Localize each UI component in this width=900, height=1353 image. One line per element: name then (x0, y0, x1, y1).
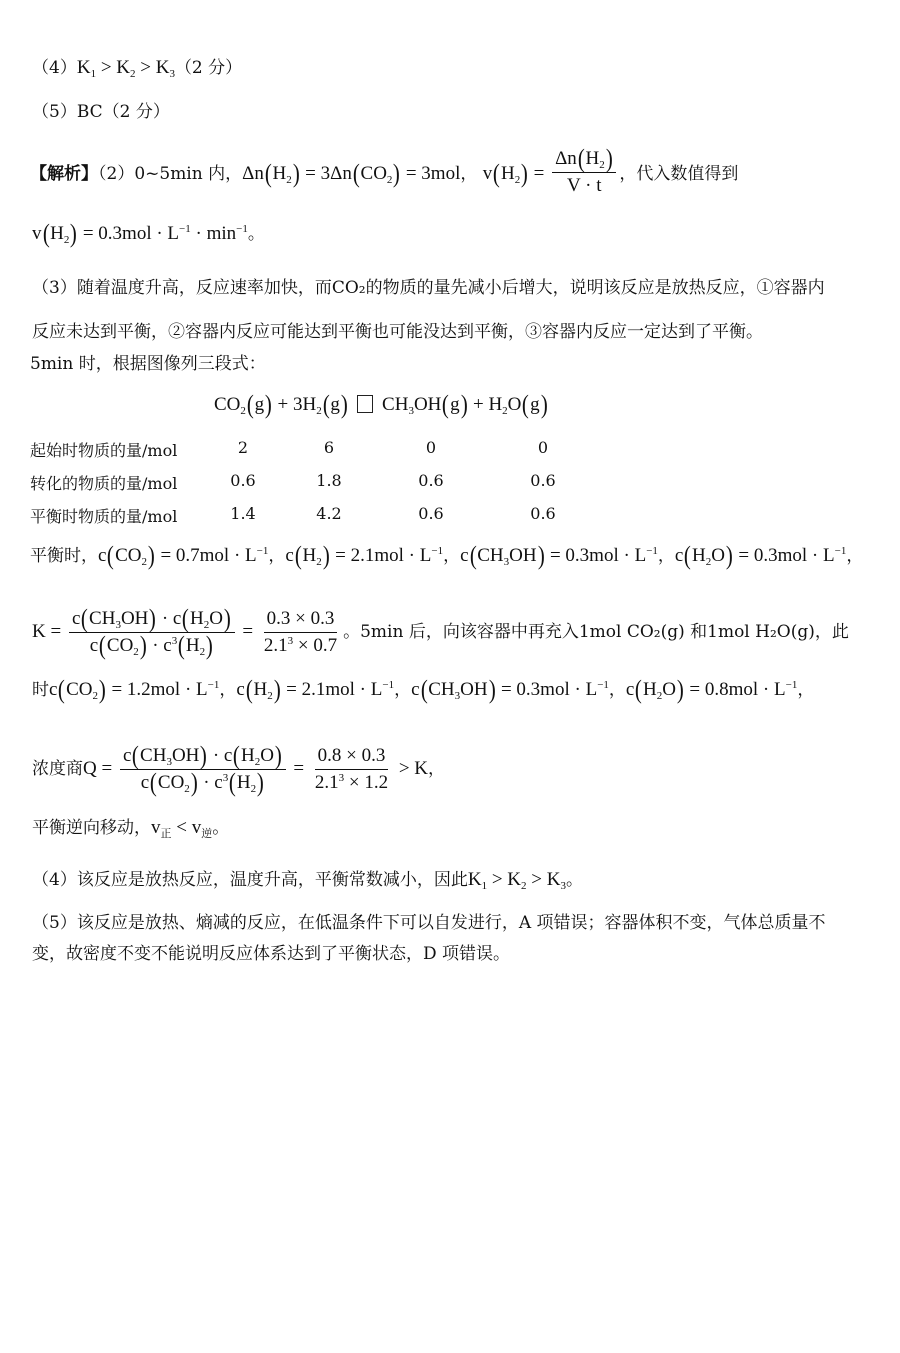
analysis-delta-n-formula: $\Delta n(H_2) = 3\Delta n(CO_2) = 3mol$ (242, 158, 461, 188)
reaction-quotient-prefix: 浓度商 (32, 758, 83, 779)
table-cell: 1.4 (230, 504, 256, 523)
k-formula: K = $\frac{c(CH_3OH) \cdot c(H_2O)}{c(CO_2) \cdot c^3(H_2)}$ = $\frac{0.3 \times 0.3}{2.1^3 \times 0.7}$ (32, 604, 338, 660)
analysis-part-5-line-1: （5）该反应是放热、熵减的反应，在低温条件下可以自发进行，A 项错误；容器体积不变，气体总质量不 (32, 913, 826, 933)
analysis-part-4-text: （4）该反应是放热反应，温度升高，平衡常数减小，因此 (32, 870, 468, 890)
table-row-label: 平衡时物质的量/mol (30, 507, 178, 526)
equilibrium-constant (32, 604, 849, 660)
rate-comparison: $v_正 < v_逆$ (151, 817, 213, 840)
table-cell: 0 (425, 438, 437, 457)
table-cell: 6 (323, 438, 335, 457)
analysis-part-2: 【解析】（2）0~5min 内，$\Delta n(H_2) = 3\Delta n(CO_2) = 3mol$， $v(H_2)$ = $\frac{\Delta n(H_2)}{V \cdot t}$ ，代入数值得到 (30, 144, 739, 196)
analysis-tag: 【解析】 (30, 163, 98, 184)
table-cell: 2 (237, 438, 249, 457)
answer-4-formula: $K_1 > K_2 > K_3$ (76, 57, 175, 80)
table-cell: 4.2 (316, 504, 342, 523)
answer-4-number: （4） (32, 58, 77, 78)
new-concentrations-formula: $c(CO_2) = 1.2mol \cdot L^{-1}$ (49, 675, 220, 704)
table-cell: 0.6 (418, 504, 444, 523)
equilibrium-concentrations-formula: $c(CO_2) = 0.7mol \cdot L^{-1}$ (98, 541, 269, 570)
answer-4-points: （2 分） (174, 58, 243, 78)
analysis-part-3-line-2: 反应未达到平衡，②容器内反应可能达到平衡也可能没达到平衡，③容器内反应一定达到了平衡。 (32, 322, 763, 342)
analysis-part-3-line-3: 5min 时，根据图像列三段式： (30, 354, 266, 374)
equilibrium-shift: 平衡逆向移动，$v_正 < v_逆$。 (32, 817, 230, 840)
answer-4 (32, 56, 242, 80)
analysis-part-2-intro: （2）0~5min 内， (98, 163, 243, 184)
equilibrium-arrow-icon (357, 395, 373, 413)
table-cell: 0.6 (230, 471, 256, 490)
new-concentrations: 时$c(CO_2) = 1.2mol \cdot L^{-1}$，$c(H_2) = 2.1mol \cdot L^{-1}$，$c(CH_3OH) = 0.3mol \cdot L^{-1}$，$c(H_2O) = 0.8mol \cdot L^{-1}$， (32, 675, 815, 704)
analysis-part-4-formula: $K_1 > K_2 > K_3$ (467, 869, 566, 892)
table-cell: 0.6 (418, 471, 444, 490)
analysis-part-4: （4）该反应是放热反应，温度升高，平衡常数减小，因此$K_1 > K_2 > K_3$。 (32, 869, 583, 892)
answer-5: （5）BC（2 分） (32, 102, 170, 122)
table-row-label: 起始时物质的量/mol (30, 441, 178, 460)
equilibrium-prefix: 平衡时， (30, 546, 98, 566)
table-cell: 0.6 (530, 471, 556, 490)
equilibrium-shift-text: 平衡逆向移动， (32, 818, 151, 838)
analysis-part-5-line-2: 变，故密度不变不能说明反应体系达到了平衡状态，D 项错误。 (32, 944, 511, 964)
after-5min-text: 。5min 后，向该容器中再充入1mol CO₂(g) 和1mol H₂O(g)，此 (343, 621, 849, 642)
table-row-label: 转化的物质的量/mol (30, 474, 178, 493)
equilibrium-concentrations: 平衡时，$c(CO_2) = 0.7mol \cdot L^{-1}$，$c(H_2) = 2.1mol \cdot L^{-1}$，$c(CH_3OH) = 0.3mol \cdot L^{-1}$，$c(H_2O) = 0.3mol \cdot L^{-1}$， (30, 541, 864, 570)
analysis-rate-formula: $v(H_2)$ = $\frac{\Delta n(H_2)}{V \cdot t}$ (483, 163, 620, 184)
analysis-rate-result: $v(H_2) = 0.3mol \cdot L^{-1} \cdot \min^{-1}$。 (32, 219, 265, 248)
table-cell: 1.8 (316, 471, 342, 490)
analysis-part-3-line-1: （3）随着温度升高，反应速率加快，而CO₂的物质的量先减小后增大，说明该反应是放热反应，①容器内 (32, 278, 825, 298)
new-concentrations-prefix: 时 (32, 680, 49, 700)
table-cell: 0 (537, 438, 549, 457)
table-cell: 0.6 (530, 504, 556, 523)
q-formula: Q = $\frac{c(CH_3OH) \cdot c(H_2O)}{c(CO_2) \cdot c^3(H_2)}$ = $\frac{0.8 \times 0.3}{2.1^3 \times 1.2}$ > K (83, 741, 429, 797)
reaction-quotient: 浓度商Q = $\frac{c(CH_3OH) \cdot c(H_2O)}{c(CO_2) \cdot c^3(H_2)}$ = $\frac{0.8 \times 0.3}{2.1^3 \times 1.2}$ > K， (32, 741, 446, 797)
analysis-part-2-mid: ，代入数值得到 (619, 163, 739, 184)
reaction-equation: $CO_2(g) + 3H_2(g) CH_3OH(g) + H_2O(g)$ (214, 390, 548, 419)
